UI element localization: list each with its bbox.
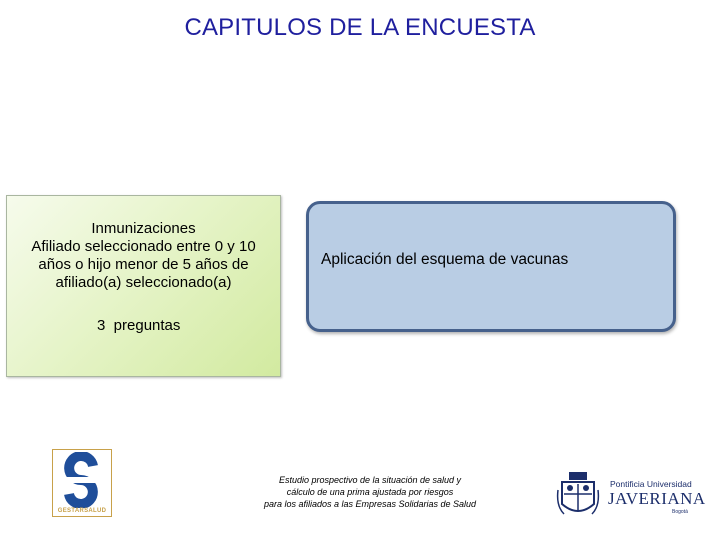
question-count: 3 preguntas <box>97 317 181 334</box>
javeriana-university-label: Pontificia Universidad <box>610 479 692 489</box>
footer-line-2: cálculo de una prima ajustada por riesgos <box>286 487 454 497</box>
chapter-name: Inmunizaciones <box>91 220 196 237</box>
chapter-line-4: afiliado(a) seleccionado(a) <box>55 274 232 291</box>
footer-line-3: para los afiliados a las Empresas Solidarias de Salud <box>263 499 477 509</box>
chapter-line-3: años o hijo menor de 5 años de <box>38 256 249 273</box>
javeriana-crest-icon <box>556 470 600 522</box>
immunization-chapter-box <box>6 195 281 377</box>
study-footer <box>220 474 520 510</box>
gestarsalud-logo <box>52 449 112 517</box>
javeriana-name: JAVERIANA <box>608 489 706 508</box>
chapter-line-2: Afiliado seleccionado entre 0 y 10 <box>31 238 256 255</box>
slide-title: CAPITULOS DE LA ENCUESTA <box>184 14 536 41</box>
vaccination-scheme-label: Aplicación del esquema de vacunas <box>321 251 569 268</box>
javeriana-city: Bogotá <box>672 509 688 515</box>
chapter-description <box>7 220 280 292</box>
gestarsalud-logo-icon <box>53 452 110 508</box>
footer-line-1: Estudio prospectivo de la situación de salud y <box>278 475 462 485</box>
gestarsalud-caption: GESTARSALUD <box>57 508 107 514</box>
vaccination-scheme-box <box>306 201 676 332</box>
javeriana-logo <box>556 470 706 522</box>
